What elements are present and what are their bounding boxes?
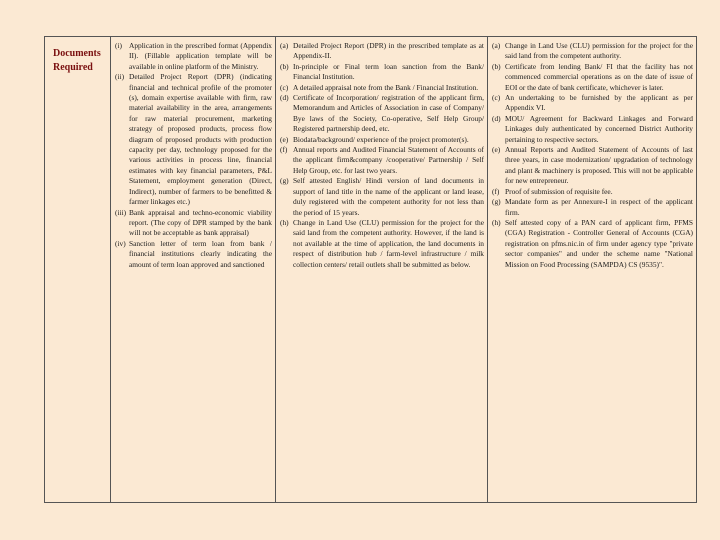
list-item <box>115 72 272 207</box>
item-number: (e) <box>280 134 289 144</box>
item-text: Change in Land Use (CLU) permission for the project for the said land from the competent authority. <box>505 41 693 61</box>
list-item <box>492 114 693 145</box>
list-item <box>115 239 272 270</box>
item-number: (a) <box>492 41 501 50</box>
item-text: Certificate from lending Bank/ FI that the facility has not commenced commercial operations as on the date of issue of EOI or the date of bank certificate, whichever is later. <box>505 61 693 92</box>
item-number: (g) <box>280 176 289 186</box>
item-text: Mandate form as per Annexure-I in respect of the applicant firm. <box>505 197 693 217</box>
item-text: Bank appraisal and techno-economic viability report. (The copy of DPR stamped by the bank will not be acceptable as bank appraisal) <box>129 207 272 238</box>
item-text: Certificate of Incorporation/ registration of the applicant firm, Memorandum and Articles of Association in case of Company/ Bye laws of the Society, Co-operative, Self Help Group/ Registered partnership deed, etc. <box>293 93 484 134</box>
list-item <box>280 83 484 93</box>
list-item <box>492 145 693 187</box>
item-text: A detailed appraisal note from the Bank / Financial Institution. <box>293 82 479 92</box>
item-number: (c) <box>492 93 501 103</box>
application-requirements-column <box>111 37 276 502</box>
item-text: Self attested English/ Hindi version of land documents in support of land title in the name of the applicant or land lease, duly registered with the competent authority for not less than the period of 15 years. <box>293 176 484 217</box>
list-item <box>492 218 693 270</box>
item-text: Proof of submission of requisite fee. <box>505 186 613 196</box>
item-text: Self attested copy of a PAN card of applicant firm, PFMS (CGA) Registration - Controller General of Accounts (CGA) registration on pfms.nic.in of firm under agency type "private sector companies" and under the scheme name "National Mission on Food Processing (SAMPDA) CS (9535)". <box>505 217 693 269</box>
list-item <box>492 197 693 218</box>
list-item <box>115 41 272 72</box>
item-number: (d) <box>280 93 289 103</box>
list-item <box>492 93 693 114</box>
item-number: (a) <box>280 41 289 50</box>
row-heading: Documents Required <box>53 48 101 73</box>
supplementary-documents-column <box>488 37 696 502</box>
item-number: (f) <box>492 186 500 196</box>
item-text: Biodata/background/ experience of the project promoter(s). <box>293 134 469 144</box>
item-number: (c) <box>280 82 289 92</box>
list-item <box>280 176 484 218</box>
item-number: (i) <box>115 41 122 50</box>
item-text: Detailed Project Report (DPR) in the prescribed template as at Appendix-II. <box>293 41 484 61</box>
list-item <box>115 208 272 239</box>
list-item <box>280 93 484 135</box>
item-text: An undertaking to be furnished by the applicant as per Appendix VI. <box>505 93 693 113</box>
list-item <box>280 62 484 83</box>
item-text: Annual Reports and Audited Statement of Accounts of last three years, in case modernization/ upgradation of technology and plant & machinery is proposed. This will not be applicable for new entrepreneur. <box>505 145 693 186</box>
list-item <box>492 62 693 93</box>
item-number: (ii) <box>115 72 125 82</box>
project-documents-column <box>276 37 488 502</box>
item-number: (e) <box>492 145 501 155</box>
item-text: Detailed Project Report (DPR) (indicating financial and technical profile of the promoter (s), domain expertise available with firm, raw material availability in the area, arrangements for raw material procurement, marketing strategy of proposed products, process flow diagram of proposed products with production capacity per day, technology proposed for the various activities in process line, financial estimates with key financial parameters, P&L Statement, employment generation (Direct, Indirect), number of farmers to be benefitted & farmer linkages etc.) <box>129 72 272 207</box>
item-text: Sanction letter of term loan from bank / financial institutions clearly indicating the amount of term loan approved and sanctioned <box>129 238 272 269</box>
item-number: (f) <box>280 145 288 155</box>
list-item <box>280 41 484 62</box>
item-text: Application in the prescribed format (Appendix II). (Fillable application template will be available in online platform of the Ministry. <box>129 41 272 71</box>
item-text: Annual reports and Audited Financial Statement of Accounts of the applicant firm&company /cooperative/ Partnership / Self Help Group, etc. for last two years. <box>293 145 484 175</box>
list-item <box>492 41 693 62</box>
item-number: (h) <box>492 217 501 227</box>
list-item <box>280 135 484 145</box>
item-number: (g) <box>492 197 501 207</box>
item-text: MOU/ Agreement for Backward Linkages and Forward Linkages duly authenticated by concerned District Authority pertaining to respective sectors. <box>505 113 693 144</box>
list-item <box>280 145 484 176</box>
list-item <box>280 218 484 270</box>
item-number: (iii) <box>115 207 127 217</box>
item-text: Change in Land Use (CLU) permission for the project for the said land from the competent authority. However, if the land is not available at the time of application, the land documents in respect of distribution hub / farm-level infrastructure / milk collection centers/ retail outlets shall be submitted as below. <box>293 217 484 269</box>
item-number: (h) <box>280 217 289 227</box>
item-number: (d) <box>492 113 501 123</box>
list-item <box>492 187 693 197</box>
documents-table <box>44 36 697 503</box>
item-number: (iv) <box>115 238 126 248</box>
item-number: (b) <box>492 61 501 71</box>
heading-cell <box>45 37 111 502</box>
item-text: In-principle or Final term loan sanction from the Bank/ Financial Institution. <box>293 61 484 82</box>
item-number: (b) <box>280 61 289 71</box>
